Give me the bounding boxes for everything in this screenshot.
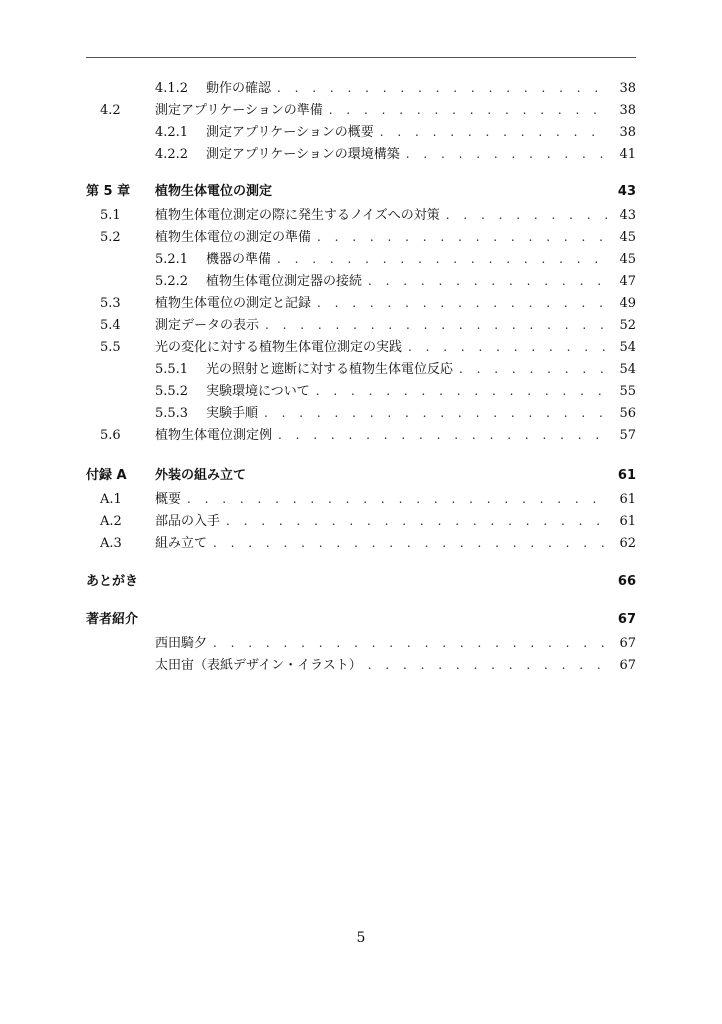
toc-entry-page: 67 — [619, 636, 636, 651]
toc-entry-number: 5.4 — [100, 318, 121, 333]
toc-entry-title: 測定アプリケーションの準備 — [155, 103, 323, 118]
toc-entry[interactable] — [86, 292, 636, 314]
toc-entry-number: 5.2.2 — [155, 274, 189, 289]
toc-entry-page: 61 — [619, 492, 636, 507]
toc-leader-dots — [316, 380, 608, 402]
toc-entry-page: 56 — [619, 406, 636, 421]
toc-entry-page: 38 — [619, 125, 636, 140]
toc-entry[interactable] — [86, 358, 636, 380]
toc-chapter-entry[interactable]: 第 5 章 植物生体電位の測定 43 — [86, 181, 636, 203]
toc-entry-title: 西田騎夕 — [155, 636, 208, 651]
toc-entry-page: 54 — [619, 340, 636, 355]
toc-entry-title: 組み立て — [155, 536, 208, 551]
toc-entry[interactable] — [86, 226, 636, 248]
toc-leader-dots — [317, 226, 608, 248]
toc-entry[interactable] — [86, 654, 636, 676]
toc-leader-dots — [329, 99, 608, 121]
toc-entry-number: 4.2 — [100, 103, 121, 118]
toc-entry-page: 38 — [619, 103, 636, 118]
toc-entry-title: 動作の確認 — [206, 81, 272, 96]
toc-entry-title: 部品の入手 — [155, 514, 221, 529]
toc-entry-number: 5.2 — [100, 230, 121, 245]
toc-entry[interactable] — [86, 488, 636, 510]
toc-entry[interactable] — [86, 248, 636, 270]
toc-entry-number: A.3 — [100, 536, 122, 551]
toc-leader-dots — [213, 532, 608, 554]
toc-chapter-entry[interactable] — [86, 609, 636, 631]
toc-leader-dots — [368, 270, 608, 292]
toc-entry-title: あとがき — [86, 574, 139, 589]
toc-entry-number: 5.5 — [100, 340, 121, 355]
toc-entry-title: 植物生体電位測定例 — [155, 428, 273, 443]
toc-entry-number: 5.1 — [100, 208, 121, 223]
toc-entry-number: 5.5.1 — [155, 362, 189, 377]
toc-entry[interactable] — [86, 121, 636, 143]
toc-entry-title: 植物生体電位の測定 — [155, 184, 273, 199]
toc-entry-title: 外装の組み立て — [155, 468, 247, 483]
toc-entry[interactable] — [86, 510, 636, 532]
toc-leader-dots — [265, 314, 608, 336]
toc-leader-dots — [277, 77, 608, 99]
toc-leader-dots — [226, 510, 608, 532]
toc-entry-number: 5.6 — [100, 428, 121, 443]
toc-entry-page: 45 — [619, 252, 636, 267]
toc-entry-title: 測定アプリケーションの概要 — [206, 125, 374, 140]
toc-leader-dots — [213, 632, 608, 654]
toc-entry-number: A.1 — [100, 492, 122, 507]
toc-entry-title: 太田宙（表紙デザイン・イラスト） — [155, 658, 362, 673]
toc-entry[interactable] — [86, 143, 636, 165]
toc-entry-title: 概要 — [155, 492, 182, 507]
toc-leader-dots — [368, 654, 608, 676]
toc-leader-dots — [264, 402, 608, 424]
toc-entry-page: 57 — [619, 428, 636, 443]
toc-entry-number: 4.1.2 — [155, 81, 189, 96]
toc-entry-page: 45 — [619, 230, 636, 245]
toc-entry-title: 植物生体電位の測定の準備 — [155, 230, 312, 245]
toc-leader-dots — [446, 204, 608, 226]
toc-entry[interactable] — [86, 270, 636, 292]
toc-entry-title: 植物生体電位測定の際に発生するノイズへの対策 — [155, 208, 440, 223]
toc-chapter-entry[interactable]: 付録 A 外装の組み立て 61 — [86, 465, 636, 487]
toc-entry-title: 測定データの表示 — [155, 318, 260, 333]
toc-leader-dots — [408, 336, 608, 358]
toc-entry-page: 41 — [619, 147, 636, 162]
toc-entry-page: 62 — [619, 536, 636, 551]
toc-entry-title: 実験手順 — [206, 406, 259, 421]
toc-entry-title: 植物生体電位の測定と記録 — [155, 296, 312, 311]
toc-entry[interactable] — [86, 532, 636, 554]
toc-entry[interactable] — [86, 77, 636, 99]
toc-entry-number: 5.5.2 — [155, 384, 189, 399]
toc-entry-page: 61 — [617, 468, 636, 483]
toc-entry[interactable] — [86, 204, 636, 226]
toc-entry-number: 5.5.3 — [155, 406, 189, 421]
toc-entry-page: 38 — [619, 81, 636, 96]
toc-entry-page: 43 — [619, 208, 636, 223]
toc-entry-page: 52 — [619, 318, 636, 333]
toc-entry-page: 66 — [617, 574, 636, 589]
toc-entry-number: 5.3 — [100, 296, 121, 311]
toc-entry-title: 測定アプリケーションの環境構築 — [206, 147, 400, 162]
toc-leader-dots — [277, 248, 608, 270]
toc-leader-dots — [459, 358, 608, 380]
toc-entry-number: A.2 — [100, 514, 122, 529]
toc-entry-page: 54 — [619, 362, 636, 377]
toc-entry-number: 4.2.1 — [155, 125, 189, 140]
toc-entry[interactable] — [86, 380, 636, 402]
toc-leader-dots — [380, 121, 608, 143]
toc-entry-title: 実験環境について — [206, 384, 310, 399]
toc-leader-dots — [317, 292, 608, 314]
toc-entry[interactable] — [86, 99, 636, 121]
toc-entry-number: 5.2.1 — [155, 252, 189, 267]
toc-entry-page: 61 — [619, 514, 636, 529]
toc-entry[interactable] — [86, 336, 636, 358]
toc-entry-page: 67 — [619, 658, 636, 673]
toc-entry-page: 49 — [619, 296, 636, 311]
page-number: 5 — [356, 930, 366, 946]
toc-entry-page: 47 — [619, 274, 636, 289]
toc-leader-dots — [278, 424, 608, 446]
toc-entry-title: 著者紹介 — [86, 612, 139, 627]
toc-chapter-entry[interactable] — [86, 571, 636, 593]
toc-entry[interactable] — [86, 314, 636, 336]
toc-entry-page: 67 — [617, 612, 636, 627]
header-rule — [86, 57, 636, 58]
toc-entry-title: 光の照射と遮断に対する植物生体電位反応 — [206, 362, 454, 377]
toc-entry[interactable] — [86, 424, 636, 446]
toc-entry[interactable] — [86, 402, 636, 424]
toc-entry-page: 55 — [619, 384, 636, 399]
toc-leader-dots — [187, 488, 608, 510]
toc-entry-title: 光の変化に対する植物生体電位測定の実践 — [155, 340, 403, 355]
toc-leader-dots — [406, 143, 608, 165]
toc-entry-title: 機器の準備 — [206, 252, 272, 267]
toc-entry-page: 43 — [617, 184, 636, 199]
toc-entry-title: 植物生体電位測定器の接続 — [206, 274, 363, 289]
toc-entry-number: 4.2.2 — [155, 147, 189, 162]
toc-entry[interactable] — [86, 632, 636, 654]
